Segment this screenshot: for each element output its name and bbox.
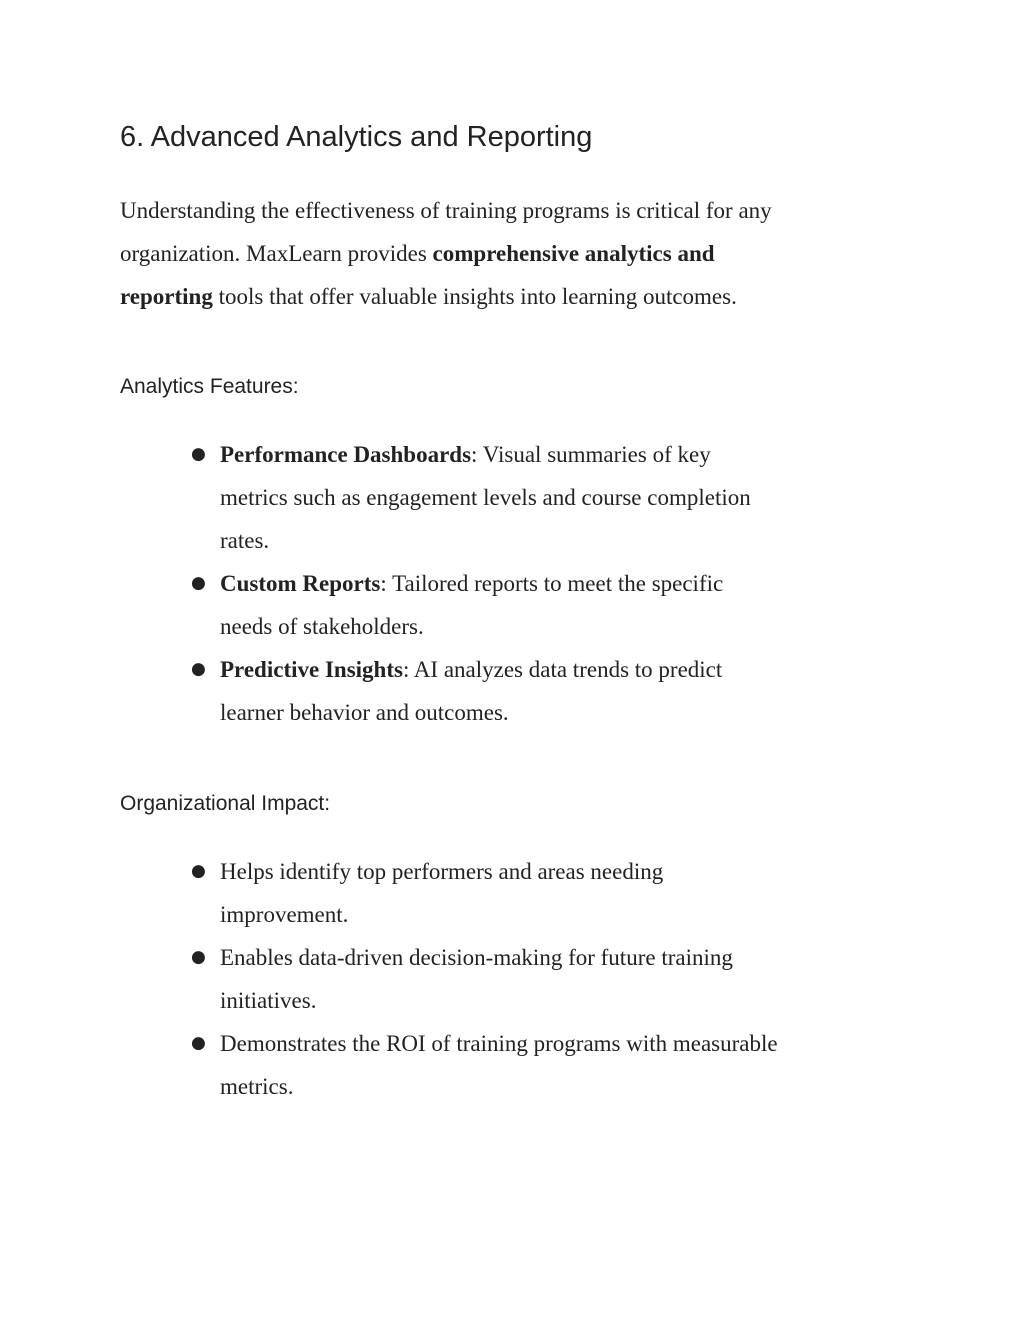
analytics-features-list	[120, 433, 751, 734]
list-item-line: Demonstrates the ROI of training programs with measurable	[220, 1031, 778, 1056]
list-item-term: Custom Reports	[220, 571, 381, 596]
organizational-impact-list	[120, 850, 778, 1108]
list-item-text: : Tailored reports to meet the specific	[380, 571, 724, 596]
bullet-icon: ●	[191, 444, 206, 464]
list-item	[120, 850, 778, 936]
list-item	[120, 936, 778, 1022]
analytics-features-heading: Analytics Features:	[120, 375, 299, 398]
list-item-text: : Visual summaries of key	[471, 442, 711, 467]
list-item-line: rates.	[220, 528, 270, 553]
bullet-icon: ●	[191, 659, 206, 679]
section-heading: 6. Advanced Analytics and Reporting	[120, 121, 593, 153]
list-item-line: improvement.	[220, 902, 349, 927]
intro-line-3	[120, 275, 910, 318]
intro-text: organization. MaxLearn provides	[120, 241, 433, 266]
list-item-line	[220, 433, 751, 476]
intro-emphasis: reporting	[120, 284, 213, 309]
list-item	[120, 433, 751, 562]
intro-line-2	[120, 232, 910, 275]
intro-line-1: Understanding the effectiveness of training programs is critical for any	[120, 198, 772, 223]
list-item-line	[220, 648, 751, 691]
list-item-line: initiatives.	[220, 988, 317, 1013]
intro-paragraph	[120, 189, 910, 318]
list-item	[120, 648, 751, 734]
bullet-icon: ●	[191, 861, 206, 881]
intro-text: tools that offer valuable insights into learning outcomes.	[212, 284, 737, 309]
list-item-line: Helps identify top performers and areas needing	[220, 859, 664, 884]
intro-emphasis: comprehensive analytics and	[432, 241, 715, 266]
organizational-impact-heading: Organizational Impact:	[120, 792, 331, 815]
list-item-line: metrics.	[220, 1074, 294, 1099]
bullet-icon: ●	[191, 947, 206, 967]
list-item-line	[220, 562, 751, 605]
list-item	[120, 562, 751, 648]
list-item-line: learner behavior and outcomes.	[220, 700, 509, 725]
bullet-icon: ●	[191, 573, 206, 593]
list-item	[120, 1022, 778, 1108]
bullet-icon: ●	[191, 1033, 206, 1053]
list-item-text: : AI analyzes data trends to predict	[402, 657, 723, 682]
list-item-term: Performance Dashboards	[220, 442, 472, 467]
list-item-line: metrics such as engagement levels and course completion	[220, 485, 751, 510]
list-item-line: needs of stakeholders.	[220, 614, 424, 639]
list-item-line: Enables data-driven decision-making for future training	[220, 945, 733, 970]
list-item-term: Predictive Insights	[220, 657, 403, 682]
